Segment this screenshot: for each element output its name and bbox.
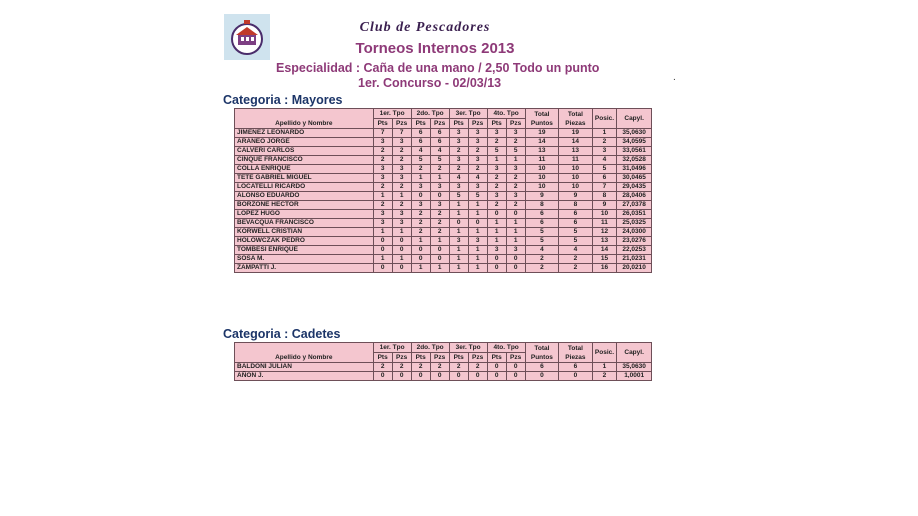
pts-cell: 1	[487, 219, 506, 228]
participant-name: LOPEZ HUGO	[235, 210, 374, 219]
pzs-cell: 1	[430, 174, 449, 183]
total-puntos-cell: 6	[525, 219, 559, 228]
pts-cell: 6	[411, 138, 430, 147]
pzs-cell: 0	[468, 372, 487, 381]
pzs-cell: 0	[430, 255, 449, 264]
pts-cell: 1	[411, 174, 430, 183]
table-row	[235, 210, 652, 219]
pzs-cell: 2	[392, 156, 411, 165]
capyl-cell: 33,0561	[617, 147, 652, 156]
posic-cell: 2	[592, 372, 617, 381]
pzs-cell: 2	[506, 201, 525, 210]
total-piezas-cell: 6	[559, 210, 593, 219]
mayores-table	[234, 108, 652, 273]
participant-name: BORZONE HECTOR	[235, 201, 374, 210]
pts-cell: 2	[449, 363, 468, 372]
header-name: Apellido y Nombre	[235, 109, 374, 129]
posic-cell: 11	[592, 219, 617, 228]
table-row	[235, 192, 652, 201]
capyl-cell: 34,0595	[617, 138, 652, 147]
total-puntos-cell: 10	[525, 174, 559, 183]
total-puntos-cell: 0	[525, 372, 559, 381]
capyl-cell: 35,0630	[617, 363, 652, 372]
pzs-cell: 0	[468, 219, 487, 228]
table-row	[235, 183, 652, 192]
pts-cell: 2	[487, 183, 506, 192]
total-puntos-cell: 6	[525, 363, 559, 372]
posic-cell: 15	[592, 255, 617, 264]
header-capyl: Capyl.	[617, 109, 652, 129]
capyl-cell: 24,0300	[617, 228, 652, 237]
participant-name: BEVACQUA FRANCISCO	[235, 219, 374, 228]
pzs-cell: 1	[430, 237, 449, 246]
header-group-1: 1er. Tpo	[373, 343, 411, 353]
pzs-cell: 2	[506, 138, 525, 147]
posic-cell: 9	[592, 201, 617, 210]
pzs-cell: 3	[430, 183, 449, 192]
pts-cell: 2	[373, 201, 392, 210]
pts-cell: 1	[373, 255, 392, 264]
posic-cell: 14	[592, 246, 617, 255]
pzs-cell: 0	[392, 237, 411, 246]
pzs-cell: 1	[392, 228, 411, 237]
pts-cell: 3	[449, 129, 468, 138]
header-pzs: Pzs	[392, 353, 411, 363]
pzs-cell: 2	[392, 183, 411, 192]
pzs-cell: 2	[392, 201, 411, 210]
total-piezas-cell: 6	[559, 363, 593, 372]
header-pts: Pts	[487, 353, 506, 363]
pzs-cell: 3	[392, 165, 411, 174]
pts-cell: 3	[487, 246, 506, 255]
pts-cell: 0	[411, 372, 430, 381]
pzs-cell: 3	[392, 219, 411, 228]
participant-name: BALDONI JULIAN	[235, 363, 374, 372]
tournament-title: Torneos Internos 2013	[355, 40, 515, 57]
pts-cell: 0	[487, 264, 506, 273]
pts-cell: 5	[411, 156, 430, 165]
total-piezas-cell: 10	[559, 183, 593, 192]
capyl-cell: 26,0351	[617, 210, 652, 219]
pts-cell: 3	[449, 183, 468, 192]
capyl-cell: 31,0496	[617, 165, 652, 174]
pzs-cell: 2	[430, 363, 449, 372]
capyl-cell: 32,0528	[617, 156, 652, 165]
table-row	[235, 237, 652, 246]
pts-cell: 0	[373, 372, 392, 381]
pts-cell: 2	[411, 210, 430, 219]
header-name: Apellido y Nombre	[235, 343, 374, 363]
pzs-cell: 2	[392, 363, 411, 372]
participant-name: CINQUE FRANCISCO	[235, 156, 374, 165]
header-pzs: Pzs	[506, 353, 525, 363]
pzs-cell: 3	[392, 174, 411, 183]
header-pzs: Pzs	[506, 119, 525, 129]
total-puntos-cell: 2	[525, 255, 559, 264]
pzs-cell: 1	[506, 237, 525, 246]
pzs-cell: 3	[468, 156, 487, 165]
pts-cell: 4	[411, 147, 430, 156]
pzs-cell: 1	[392, 255, 411, 264]
table-row	[235, 138, 652, 147]
pzs-cell: 2	[468, 363, 487, 372]
pts-cell: 1	[449, 210, 468, 219]
pts-cell: 3	[487, 192, 506, 201]
pzs-cell: 1	[430, 264, 449, 273]
pts-cell: 2	[487, 201, 506, 210]
table-row	[235, 165, 652, 174]
pts-cell: 1	[373, 192, 392, 201]
capyl-cell: 27,0378	[617, 201, 652, 210]
participant-name: AÑON J.	[235, 372, 374, 381]
participant-name: TETE GABRIEL MIGUEL	[235, 174, 374, 183]
pzs-cell: 0	[430, 372, 449, 381]
table-row	[235, 246, 652, 255]
table-row	[235, 201, 652, 210]
pts-cell: 2	[411, 165, 430, 174]
pts-cell: 3	[449, 237, 468, 246]
club-logo	[224, 14, 270, 60]
posic-cell: 6	[592, 174, 617, 183]
header-pts: Pts	[487, 119, 506, 129]
pzs-cell: 3	[392, 210, 411, 219]
pzs-cell: 2	[468, 147, 487, 156]
pzs-cell: 3	[468, 237, 487, 246]
pts-cell: 1	[411, 237, 430, 246]
posic-cell: 2	[592, 138, 617, 147]
participant-name: KORWELL CRISTIAN	[235, 228, 374, 237]
header-pzs: Pzs	[468, 353, 487, 363]
table-row	[235, 147, 652, 156]
speciality-line: Especialidad : Caña de una mano / 2,50 Todo un punto	[276, 61, 600, 75]
pts-cell: 0	[373, 246, 392, 255]
pzs-cell: 3	[468, 183, 487, 192]
category-cadetes-title: Categoria : Cadetes	[223, 327, 341, 341]
pzs-cell: 1	[506, 219, 525, 228]
posic-cell: 8	[592, 192, 617, 201]
pzs-cell: 3	[506, 165, 525, 174]
posic-cell: 7	[592, 183, 617, 192]
pts-cell: 0	[373, 264, 392, 273]
total-piezas-cell: 4	[559, 246, 593, 255]
pts-cell: 2	[411, 363, 430, 372]
participant-name: JIMENEZ LEONARDO	[235, 129, 374, 138]
total-piezas-cell: 5	[559, 237, 593, 246]
total-puntos-cell: 9	[525, 192, 559, 201]
capyl-cell: 22,0253	[617, 246, 652, 255]
pzs-cell: 2	[468, 165, 487, 174]
header-group-2: 2do. Tpo	[411, 343, 449, 353]
pts-cell: 1	[449, 228, 468, 237]
total-puntos-cell: 8	[525, 201, 559, 210]
pts-cell: 0	[487, 210, 506, 219]
total-piezas-cell: 10	[559, 174, 593, 183]
total-piezas-cell: 19	[559, 129, 593, 138]
pzs-cell: 0	[506, 363, 525, 372]
pts-cell: 1	[373, 228, 392, 237]
table-row	[235, 174, 652, 183]
header-group-1: 1er. Tpo	[373, 109, 411, 119]
pts-cell: 3	[411, 201, 430, 210]
pzs-cell: 2	[506, 183, 525, 192]
participant-name: COLLA ENRIQUE	[235, 165, 374, 174]
header-pts: Pts	[449, 353, 468, 363]
header-pts: Pts	[411, 119, 430, 129]
header-group-4: 4to. Tpo	[487, 343, 525, 353]
total-piezas-cell: 5	[559, 228, 593, 237]
total-piezas-cell: 13	[559, 147, 593, 156]
total-puntos-cell: 19	[525, 129, 559, 138]
capyl-cell: 23,0276	[617, 237, 652, 246]
pzs-cell: 1	[468, 264, 487, 273]
posic-cell: 13	[592, 237, 617, 246]
participant-name: HOLOWCZAK PEDRO	[235, 237, 374, 246]
pzs-cell: 0	[506, 372, 525, 381]
header-pzs: Pzs	[468, 119, 487, 129]
header-group-3: 3er. Tpo	[449, 343, 487, 353]
pzs-cell: 2	[430, 165, 449, 174]
pts-cell: 3	[449, 138, 468, 147]
participant-name: SOSA M.	[235, 255, 374, 264]
pts-cell: 3	[373, 165, 392, 174]
pts-cell: 2	[373, 363, 392, 372]
capyl-cell: 30,0465	[617, 174, 652, 183]
cadetes-table-body	[235, 363, 652, 381]
capyl-cell: 29,0435	[617, 183, 652, 192]
pts-cell: 0	[373, 237, 392, 246]
pzs-cell: 0	[392, 372, 411, 381]
header-posic: Posic.	[592, 343, 617, 363]
pzs-cell: 1	[468, 255, 487, 264]
pzs-cell: 4	[468, 174, 487, 183]
total-puntos-cell: 10	[525, 183, 559, 192]
posic-cell: 4	[592, 156, 617, 165]
header-group-3: 3er. Tpo	[449, 109, 487, 119]
header-total-puntos: Total Puntos	[525, 343, 559, 363]
capyl-cell: 25,0325	[617, 219, 652, 228]
participant-name: TOMBESI ENRIQUE	[235, 246, 374, 255]
pts-cell: 2	[373, 183, 392, 192]
pts-cell: 0	[449, 219, 468, 228]
pts-cell: 3	[373, 174, 392, 183]
pts-cell: 5	[449, 192, 468, 201]
capyl-cell: 1,0001	[617, 372, 652, 381]
pzs-cell: 3	[506, 246, 525, 255]
pts-cell: 3	[373, 210, 392, 219]
posic-cell: 12	[592, 228, 617, 237]
category-mayores-title: Categoria : Mayores	[223, 93, 343, 107]
header-total-piezas: Total Piezas	[559, 109, 593, 129]
header-pts: Pts	[449, 119, 468, 129]
capyl-cell: 21,0231	[617, 255, 652, 264]
pts-cell: 6	[411, 129, 430, 138]
table-row	[235, 219, 652, 228]
total-puntos-cell: 5	[525, 228, 559, 237]
pts-cell: 2	[487, 138, 506, 147]
total-puntos-cell: 11	[525, 156, 559, 165]
pzs-cell: 0	[506, 264, 525, 273]
table-row	[235, 156, 652, 165]
table-row	[235, 129, 652, 138]
header-pzs: Pzs	[430, 119, 449, 129]
pts-cell: 0	[449, 372, 468, 381]
header-pts: Pts	[411, 353, 430, 363]
pts-cell: 3	[411, 183, 430, 192]
pts-cell: 3	[487, 129, 506, 138]
pts-cell: 1	[449, 201, 468, 210]
pts-cell: 2	[449, 165, 468, 174]
participant-name: ALONSO EDUARDO	[235, 192, 374, 201]
pts-cell: 0	[411, 246, 430, 255]
total-puntos-cell: 4	[525, 246, 559, 255]
pzs-cell: 0	[506, 210, 525, 219]
header-total-piezas: Total Piezas	[559, 343, 593, 363]
capyl-cell: 28,0406	[617, 192, 652, 201]
stray-dot: .	[673, 72, 676, 83]
pts-cell: 2	[373, 147, 392, 156]
pzs-cell: 7	[392, 129, 411, 138]
posic-cell: 1	[592, 129, 617, 138]
pts-cell: 2	[373, 156, 392, 165]
pzs-cell: 0	[506, 255, 525, 264]
pzs-cell: 5	[430, 156, 449, 165]
pzs-cell: 2	[430, 228, 449, 237]
capyl-cell: 20,0210	[617, 264, 652, 273]
header-posic: Posic.	[592, 109, 617, 129]
total-puntos-cell: 6	[525, 210, 559, 219]
mayores-table-body	[235, 129, 652, 273]
pts-cell: 2	[449, 147, 468, 156]
club-name: Club de Pescadores	[359, 20, 491, 35]
total-puntos-cell: 2	[525, 264, 559, 273]
pzs-cell: 1	[468, 228, 487, 237]
pts-cell: 3	[373, 138, 392, 147]
pts-cell: 1	[449, 246, 468, 255]
total-piezas-cell: 9	[559, 192, 593, 201]
header-capyl: Capyl.	[617, 343, 652, 363]
header-total-puntos: Total Puntos	[525, 109, 559, 129]
header-group-4: 4to. Tpo	[487, 109, 525, 119]
pzs-cell: 2	[430, 210, 449, 219]
table-row	[235, 228, 652, 237]
posic-cell: 5	[592, 165, 617, 174]
pts-cell: 7	[373, 129, 392, 138]
header-group-2: 2do. Tpo	[411, 109, 449, 119]
pzs-cell: 2	[506, 174, 525, 183]
participant-name: CALVERI CARLOS	[235, 147, 374, 156]
posic-cell: 3	[592, 147, 617, 156]
pzs-cell: 0	[392, 264, 411, 273]
pzs-cell: 3	[506, 129, 525, 138]
total-piezas-cell: 0	[559, 372, 593, 381]
pzs-cell: 6	[430, 129, 449, 138]
total-puntos-cell: 10	[525, 165, 559, 174]
pzs-cell: 1	[506, 156, 525, 165]
pts-cell: 0	[411, 255, 430, 264]
pzs-cell: 3	[506, 192, 525, 201]
posic-cell: 16	[592, 264, 617, 273]
pts-cell: 3	[373, 219, 392, 228]
pts-cell: 1	[411, 264, 430, 273]
pts-cell: 4	[449, 174, 468, 183]
total-piezas-cell: 10	[559, 165, 593, 174]
participant-name: ZAMPATTI J.	[235, 264, 374, 273]
total-piezas-cell: 8	[559, 201, 593, 210]
pzs-cell: 1	[506, 228, 525, 237]
total-piezas-cell: 2	[559, 255, 593, 264]
total-piezas-cell: 6	[559, 219, 593, 228]
pzs-cell: 2	[430, 219, 449, 228]
pzs-cell: 1	[468, 201, 487, 210]
header-pts: Pts	[373, 353, 392, 363]
pzs-cell: 0	[430, 192, 449, 201]
pzs-cell: 3	[392, 138, 411, 147]
pzs-cell: 6	[430, 138, 449, 147]
pzs-cell: 3	[468, 138, 487, 147]
pts-cell: 2	[411, 228, 430, 237]
table-row	[235, 264, 652, 273]
pzs-cell: 5	[506, 147, 525, 156]
total-puntos-cell: 13	[525, 147, 559, 156]
pts-cell: 3	[487, 165, 506, 174]
pts-cell: 1	[487, 228, 506, 237]
pzs-cell: 2	[392, 147, 411, 156]
pzs-cell: 0	[430, 246, 449, 255]
pts-cell: 1	[449, 255, 468, 264]
total-piezas-cell: 14	[559, 138, 593, 147]
pzs-cell: 1	[468, 246, 487, 255]
pts-cell: 1	[487, 156, 506, 165]
posic-cell: 10	[592, 210, 617, 219]
total-piezas-cell: 11	[559, 156, 593, 165]
pts-cell: 0	[487, 363, 506, 372]
pzs-cell: 1	[468, 210, 487, 219]
participant-name: ARANEO JORGE	[235, 138, 374, 147]
pzs-cell: 4	[430, 147, 449, 156]
header-pzs: Pzs	[392, 119, 411, 129]
pts-cell: 0	[487, 372, 506, 381]
pts-cell: 0	[487, 255, 506, 264]
posic-cell: 1	[592, 363, 617, 372]
cadetes-table	[234, 342, 652, 381]
capyl-cell: 35,0630	[617, 129, 652, 138]
pts-cell: 2	[487, 174, 506, 183]
pts-cell: 1	[449, 264, 468, 273]
pzs-cell: 3	[430, 201, 449, 210]
pzs-cell: 1	[392, 192, 411, 201]
total-puntos-cell: 5	[525, 237, 559, 246]
pzs-cell: 5	[468, 192, 487, 201]
participant-name: LOCATELLI RICARDO	[235, 183, 374, 192]
contest-line: 1er. Concurso - 02/03/13	[358, 76, 502, 90]
header-pts: Pts	[373, 119, 392, 129]
table-row	[235, 363, 652, 372]
pts-cell: 3	[449, 156, 468, 165]
pts-cell: 5	[487, 147, 506, 156]
pzs-cell: 3	[468, 129, 487, 138]
total-piezas-cell: 2	[559, 264, 593, 273]
table-row	[235, 372, 652, 381]
pzs-cell: 0	[392, 246, 411, 255]
pts-cell: 2	[411, 219, 430, 228]
header-pzs: Pzs	[430, 353, 449, 363]
pts-cell: 0	[411, 192, 430, 201]
total-puntos-cell: 14	[525, 138, 559, 147]
table-row	[235, 255, 652, 264]
pts-cell: 1	[487, 237, 506, 246]
